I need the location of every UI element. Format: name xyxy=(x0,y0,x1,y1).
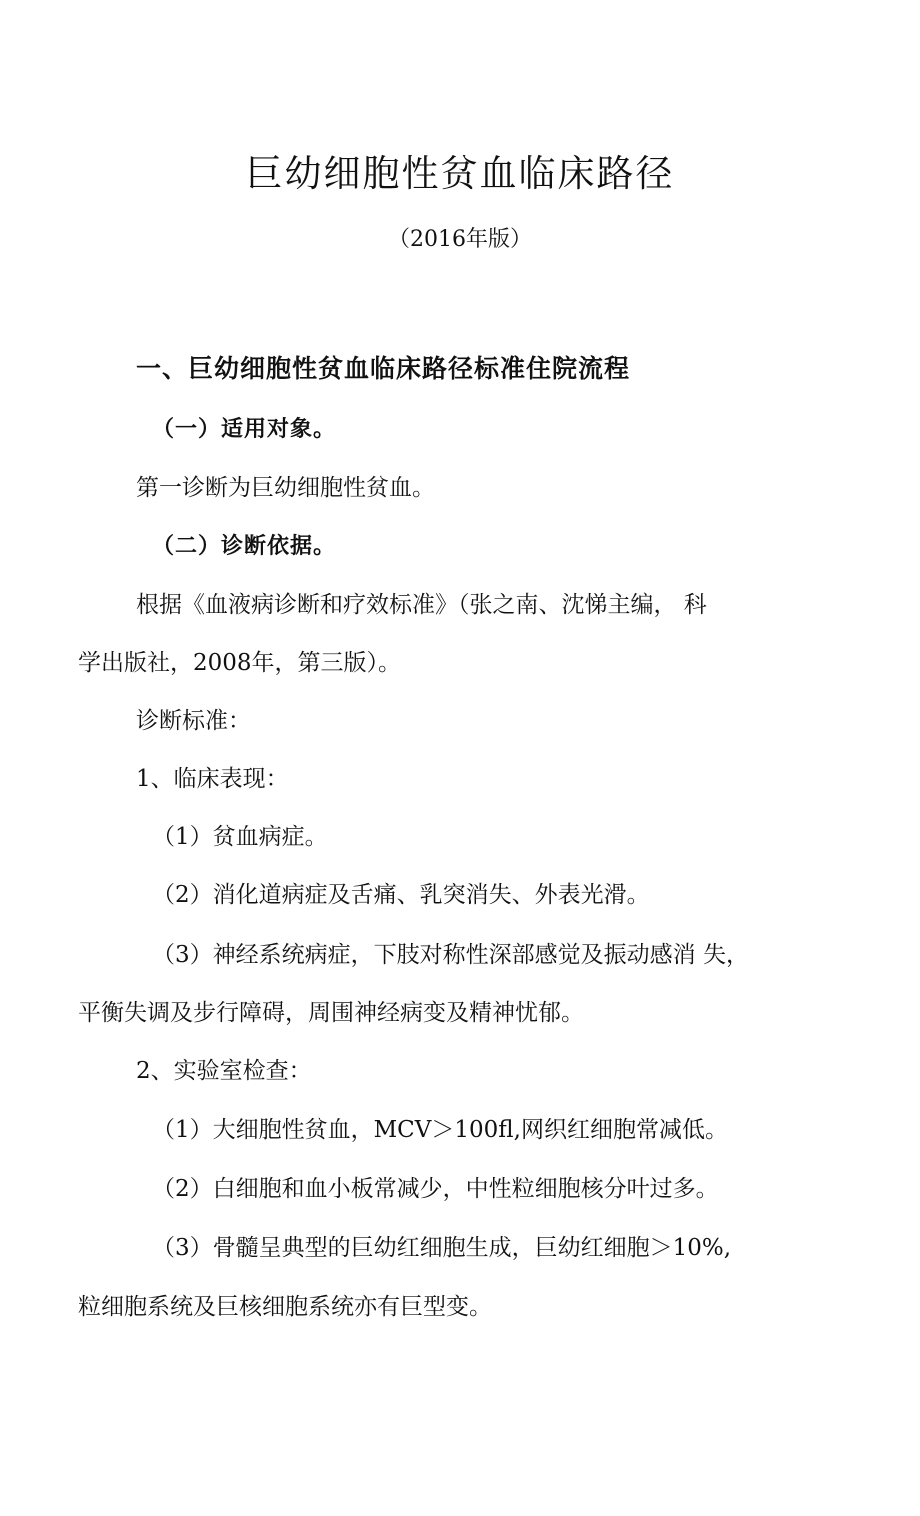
lab-item: （2）白细胞和血小板常减少，中性粒细胞核分叶过多。 xyxy=(152,1176,719,1202)
clinical-label: 1、临床表现： xyxy=(136,766,289,792)
clinical-item: （3）神经系统病症，下肢对称性深部感觉及振动感消 失， xyxy=(152,942,749,968)
clinical-item: （2）消化道病症及舌痛、乳突消失、外表光滑。 xyxy=(152,882,650,908)
scope-text: 第一诊断为巨幼细胞性贫血。 xyxy=(136,475,435,501)
subsection-heading-diagnosis: （二）诊断依据。 xyxy=(152,534,337,559)
section-heading: 一、巨幼细胞性贫血临床路径标准住院流程 xyxy=(136,354,631,383)
lab-item: （3）骨髓呈典型的巨幼红细胞生成，巨幼红细胞＞10%, xyxy=(152,1235,732,1261)
diagnosis-basis-line-1: 根据《血液病诊断和疗效标准》（张之南、沈悌主编， 科 xyxy=(136,592,707,618)
lab-label: 2、实验室检查： xyxy=(136,1058,312,1084)
diagnosis-basis-line-2: 学出版社，2008年，第三版）。 xyxy=(78,650,402,676)
criteria-label: 诊断标准： xyxy=(136,708,251,734)
lab-item: （1）大细胞性贫血，MCV＞100fl,网织红细胞常减低。 xyxy=(152,1117,728,1143)
lab-item-continuation: 粒细胞系统及巨核细胞系统亦有巨型变。 xyxy=(78,1294,492,1320)
document-title: 巨幼细胞性贫血临床路径 xyxy=(245,152,675,195)
clinical-item: （1）贫血病症。 xyxy=(152,824,328,850)
clinical-item-continuation: 平衡失调及步行障碍，周围神经病变及精神忧郁。 xyxy=(78,1000,584,1026)
subsection-heading-scope: （一）适用对象。 xyxy=(152,417,337,442)
document-subtitle: （2016年版） xyxy=(388,227,532,252)
